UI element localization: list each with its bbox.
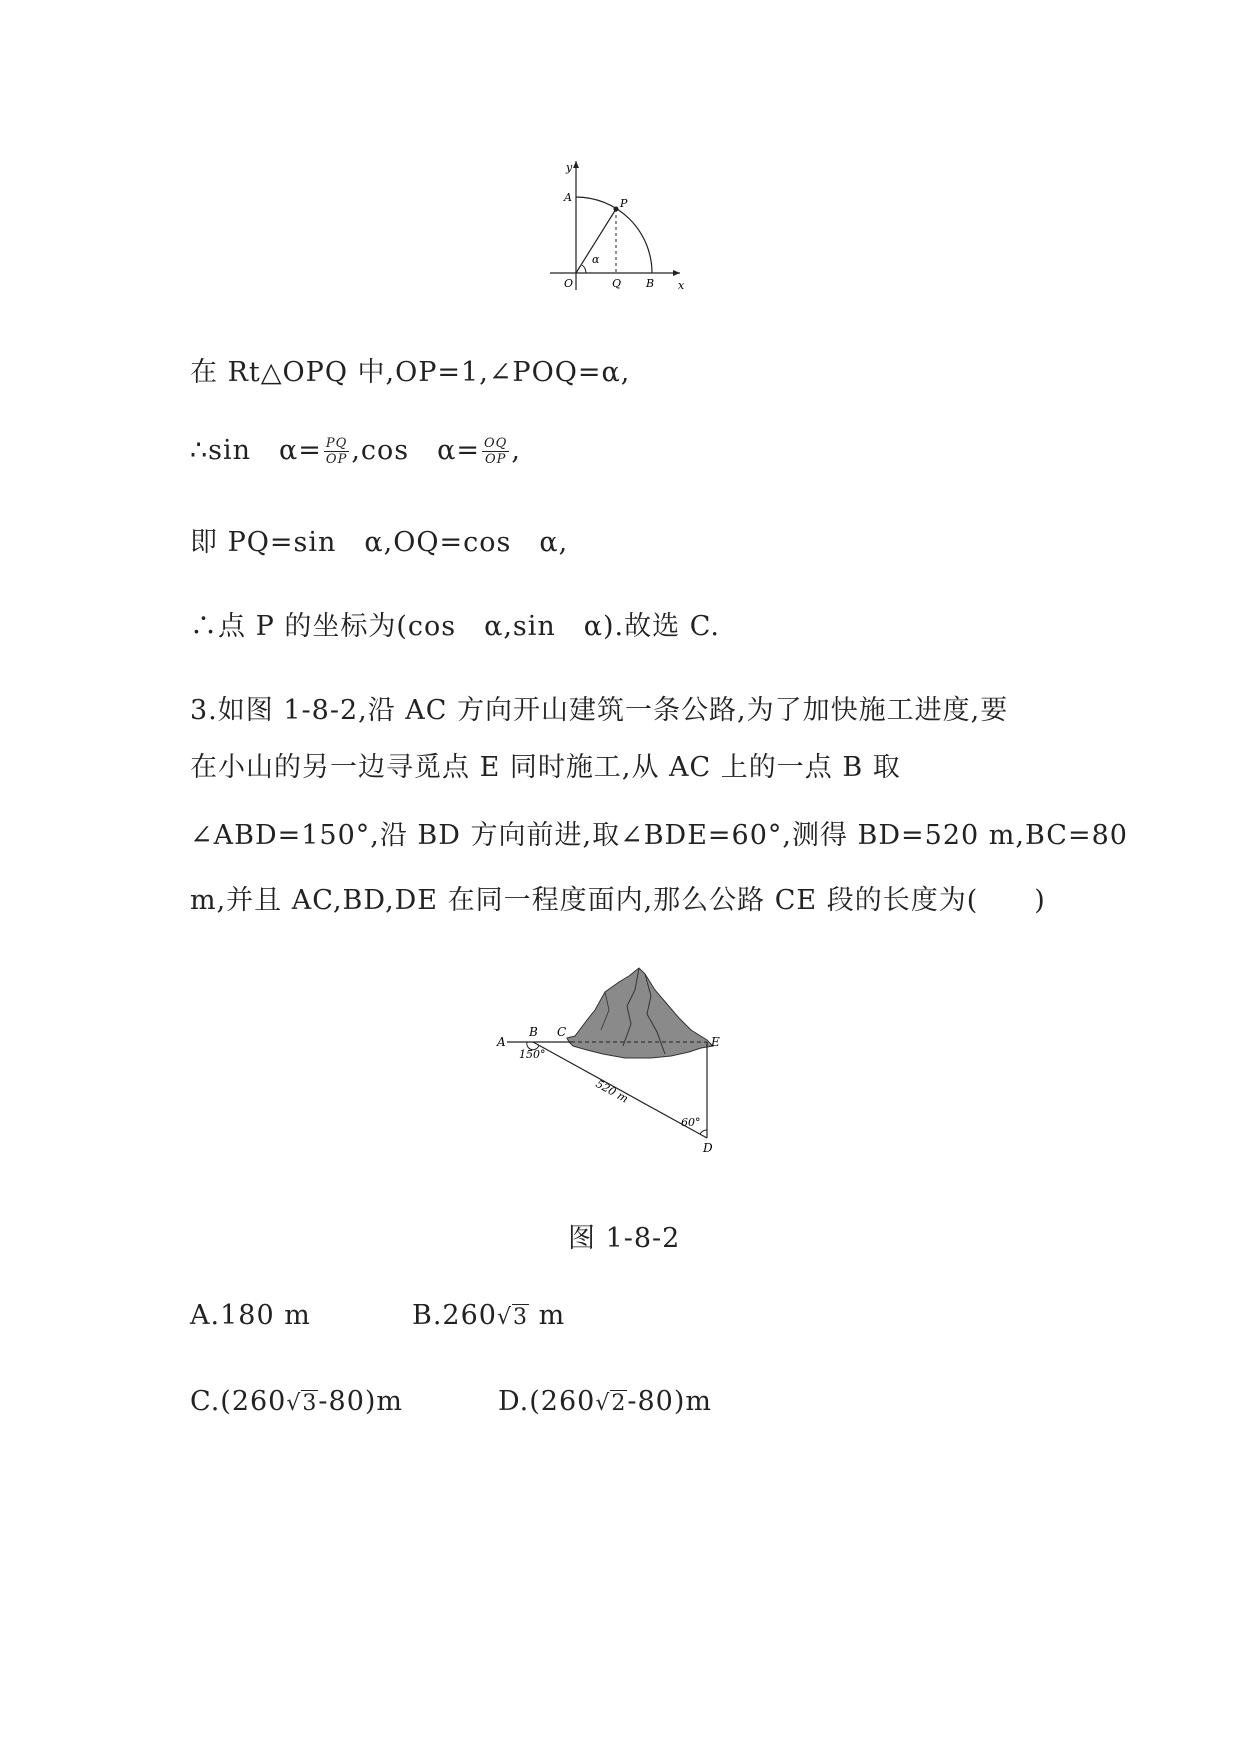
x-axis-arrow (673, 270, 680, 276)
option-d: D.(260√2-80)m (498, 1386, 712, 1417)
label-y: y (566, 161, 573, 174)
label-b: B (646, 277, 655, 290)
label-p: P (620, 197, 628, 210)
label-150: 150° (519, 1048, 546, 1061)
figure-caption: 图 1-8-2 (568, 1223, 681, 1254)
label-b: B (529, 1025, 538, 1039)
solution-line-4: ∴点 P 的坐标为(cos α,sin α).故选 C. (190, 611, 721, 642)
label-alpha: α (592, 253, 600, 266)
point-p (614, 207, 619, 212)
label-60: 60° (681, 1116, 701, 1129)
sin-text: ∴sin α= (190, 435, 322, 466)
option-c: C.(260√3-80)m (190, 1386, 404, 1417)
label-a: A (497, 1035, 506, 1049)
label-a: A (564, 191, 572, 204)
solution-line-3: 即 PQ=sin α,OQ=cos α, (190, 527, 569, 558)
angle-alpha-arc (582, 265, 586, 273)
solution-line-1: 在 Rt△OPQ 中,OP=1,∠POQ=α, (190, 357, 631, 388)
question-3-line-3: ∠ABD=150°,沿 BD 方向前进,取∠BDE=60°,测得 BD=520 m,BC=80 (190, 820, 1128, 851)
question-3-line-1: 3.如图 1-8-2,沿 AC 方向开山建筑一条公路,为了加快施工进度,要 (190, 695, 1009, 726)
option-a: A.180 m (190, 1300, 311, 1331)
label-e: E (711, 1035, 720, 1049)
unit-circle-figure (540, 155, 690, 295)
sqrt-3: √3 (286, 1391, 318, 1416)
sqrt-2: √2 (595, 1391, 627, 1416)
mountain-shape (567, 968, 713, 1058)
angle-60-arc (700, 1130, 707, 1134)
label-x: x (678, 279, 685, 292)
fraction-pq-op: $\frac{PQ}{OP}$ (325, 436, 348, 467)
option-b: B.260√3 m (412, 1300, 566, 1331)
mountain-road-figure (495, 960, 755, 1170)
label-q: Q (612, 277, 622, 290)
question-3-line-2: 在小山的另一边寻觅点 E 同时施工,从 AC 上的一点 B 取 (190, 752, 901, 783)
solution-line-2: ∴sin α= $\frac{PQ}{OP}$ ,cos α= $\frac{OQ}{OP}$ , (190, 435, 521, 467)
sqrt-3: √3 (496, 1305, 528, 1330)
label-o: O (564, 277, 574, 290)
y-axis-arrow (573, 161, 579, 168)
label-520m: 520 m (593, 1077, 631, 1106)
fraction-oq-op: $\frac{OQ}{OP}$ (484, 436, 508, 467)
label-d: D (703, 1141, 713, 1155)
question-3-line-4: m,并且 AC,BD,DE 在同一程度面内,那么公路 CE 段的长度为( ) (190, 885, 1046, 916)
label-c: C (557, 1025, 567, 1039)
cos-text: ,cos α= (351, 435, 480, 466)
